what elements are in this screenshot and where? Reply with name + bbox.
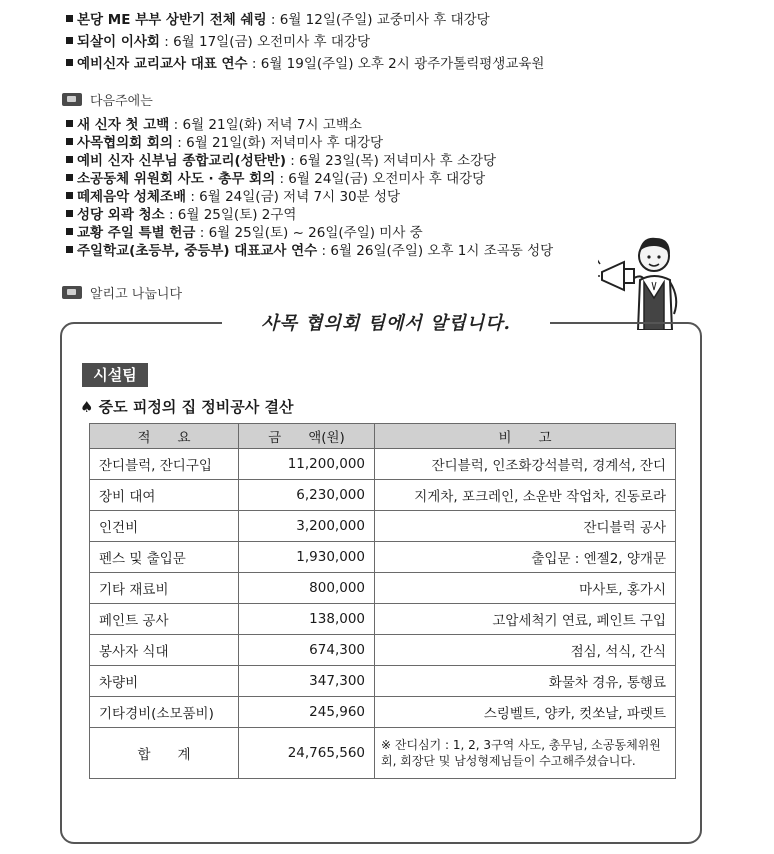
list-item: 주일학교(초등부, 중등부) 대표교사 연수 : 6월 26일(주일) 오후 1시 조곡동 성당 <box>66 242 553 260</box>
square-bullet-icon <box>66 156 73 163</box>
list-item: 소공동체 위원회 사도 · 총무 회의 : 6월 24일(금) 오전미사 후 대강당 <box>66 170 485 188</box>
header-description: 적 요 <box>90 424 239 449</box>
total-amount: 24,765,560 <box>239 728 375 779</box>
photo-icon <box>62 93 82 106</box>
list-item: 사목협의회 회의 : 6월 21일(화) 저녁미사 후 대강당 <box>66 134 383 152</box>
table-row: 장비 대여 6,230,000 지게차, 포크레인, 소운반 작업차, 진동로라 <box>90 480 676 511</box>
box-title: 사목 협의회 팀에서 알립니다. <box>222 311 550 337</box>
table-title: ♠ 중도 피정의 집 정비공사 결산 <box>80 398 294 416</box>
table-total-row <box>90 728 676 779</box>
square-bullet-icon <box>66 192 73 199</box>
section-heading-next-week: 다음주에는 <box>62 90 153 109</box>
square-bullet-icon <box>66 59 73 66</box>
table-row: 페인트 공사 138,000 고압세척기 연료, 페인트 구입 <box>90 604 676 635</box>
total-note: ※ 잔디심기 : 1, 2, 3구역 사도, 총무님, 소공동체위원회, 회장단 및 남성형제님들이 수고해주셨습니다. <box>375 728 676 779</box>
header-amount: 금 액(원) <box>239 424 375 449</box>
total-label: 합 계 <box>90 728 239 779</box>
square-bullet-icon <box>66 37 73 44</box>
square-bullet-icon <box>66 210 73 217</box>
list-item: 떼제음악 성체조배 : 6월 24일(금) 저녁 7시 30분 성당 <box>66 188 400 206</box>
team-label: 시설팀 <box>82 363 148 387</box>
section-heading-announce: 알리고 나눕니다 <box>62 283 182 302</box>
square-bullet-icon <box>66 120 73 127</box>
photo-icon <box>62 286 82 299</box>
header-remarks: 비 고 <box>375 424 676 449</box>
square-bullet-icon <box>66 228 73 235</box>
square-bullet-icon <box>66 15 73 22</box>
square-bullet-icon <box>66 174 73 181</box>
megaphone-man-icon <box>598 228 690 330</box>
table-row: 잔디블럭, 잔디구입 11,200,000 잔디블럭, 인조화강석블럭, 경계석, 잔디 <box>90 449 676 480</box>
square-bullet-icon <box>66 246 73 253</box>
table-header-row <box>90 424 676 449</box>
table-row: 차량비 347,300 화물차 경유, 통행료 <box>90 666 676 697</box>
list-item: 교황 주일 특별 헌금 : 6월 25일(토) ~ 26일(주일) 미사 중 <box>66 224 423 242</box>
table-row: 인건비 3,200,000 잔디블럭 공사 <box>90 511 676 542</box>
list-item: 성당 외곽 청소 : 6월 25일(토) 2구역 <box>66 206 296 224</box>
table-row: 봉사자 식대 674,300 점심, 석식, 간식 <box>90 635 676 666</box>
table-row: 기타 재료비 800,000 마사토, 홍가시 <box>90 573 676 604</box>
list-item: 예비신자 교리교사 대표 연수 : 6월 19일(주일) 오후 2시 광주가톨릭평생교육원 <box>66 55 544 73</box>
list-item: 되살이 이사회 : 6월 17일(금) 오전미사 후 대강당 <box>66 33 370 51</box>
square-bullet-icon <box>66 138 73 145</box>
table-row: 기타경비(소모품비) 245,960 스링벨트, 양카, 컷쏘날, 파렛트 <box>90 697 676 728</box>
list-item: 새 신자 첫 고백 : 6월 21일(화) 저녁 7시 고백소 <box>66 116 362 134</box>
table-row: 펜스 및 출입문 1,930,000 출입문 : 엔젤2, 양개문 <box>90 542 676 573</box>
list-item: 본당 ME 부부 상반기 전체 쉐링 : 6월 12일(주일) 교중미사 후 대강당 <box>66 11 490 29</box>
list-item: 예비 신자 신부님 종합교리(성탄반) : 6월 23일(목) 저녁미사 후 소강당 <box>66 152 496 170</box>
settlement-table <box>89 423 676 779</box>
